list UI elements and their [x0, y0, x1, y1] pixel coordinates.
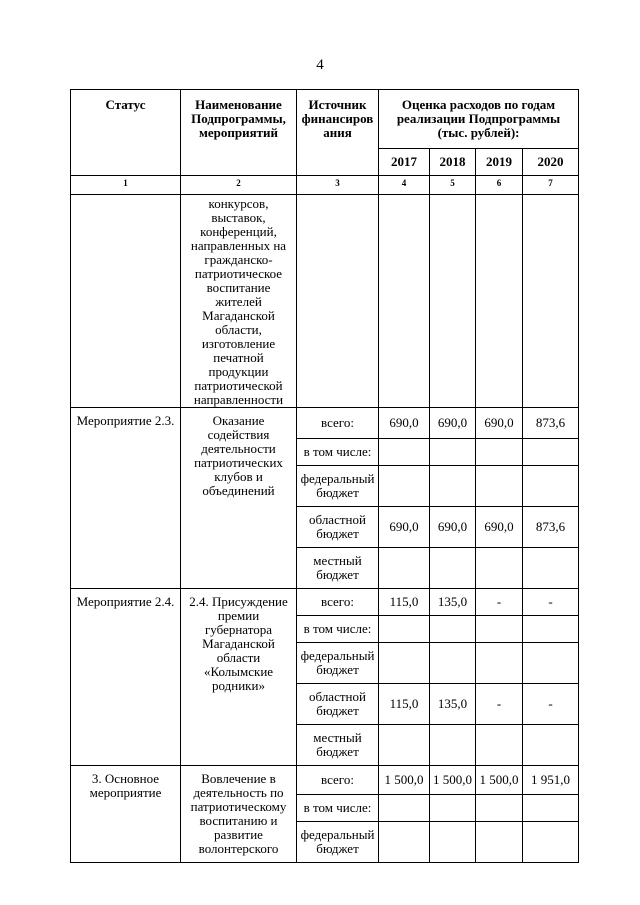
value-cell: 1 951,0 [523, 766, 579, 795]
table-row [71, 589, 579, 616]
value-cell [523, 548, 579, 589]
source-cell: всего: [297, 589, 379, 616]
value-cell [379, 466, 430, 507]
name-cell: конкурсов, выставок, конференций, направленных на гражданско-патриотическое воспитание жителей Магаданской области, изготовление печатной продукции патриотической направленности [181, 195, 297, 408]
header-row [71, 90, 579, 149]
value-cell [523, 795, 579, 822]
value-cell [379, 195, 430, 408]
value-cell [379, 548, 430, 589]
column-number: 5 [430, 176, 476, 195]
value-cell [476, 466, 523, 507]
source-cell: федеральный бюджет [297, 822, 379, 863]
value-cell [476, 548, 523, 589]
page-number: 4 [316, 57, 324, 73]
value-cell [476, 725, 523, 766]
header-year: 2020 [523, 149, 579, 176]
value-cell [523, 822, 579, 863]
value-cell [523, 643, 579, 684]
value-cell [379, 822, 430, 863]
budget-table [70, 89, 579, 863]
column-number: 7 [523, 176, 579, 195]
header-estimate: Оценка расходов по годам реализации Подпрограммы (тыс. рублей): [379, 90, 579, 149]
value-cell [430, 548, 476, 589]
value-cell: 690,0 [379, 408, 430, 439]
source-cell: всего: [297, 766, 379, 795]
source-cell: федеральный бюджет [297, 466, 379, 507]
value-cell [523, 725, 579, 766]
value-cell [476, 439, 523, 466]
source-cell: в том числе: [297, 439, 379, 466]
value-cell: 873,6 [523, 408, 579, 439]
value-cell [523, 195, 579, 408]
value-cell: 690,0 [476, 408, 523, 439]
source-cell: в том числе: [297, 795, 379, 822]
value-cell: 115,0 [379, 589, 430, 616]
table-row [71, 408, 579, 439]
value-cell: 690,0 [430, 408, 476, 439]
value-cell: 115,0 [379, 684, 430, 725]
value-cell [476, 643, 523, 684]
name-cell: 2.4. Присуждение премии губернатора Магаданской области «Колымские родники» [181, 589, 297, 766]
header-year: 2018 [430, 149, 476, 176]
value-cell: 1 500,0 [430, 766, 476, 795]
header-name: Наименование Подпрограммы, мероприятий [181, 90, 297, 176]
value-cell [523, 616, 579, 643]
source-cell: областной бюджет [297, 507, 379, 548]
source-cell: местный бюджет [297, 725, 379, 766]
value-cell [430, 195, 476, 408]
value-cell: 1 500,0 [476, 766, 523, 795]
column-number: 1 [71, 176, 181, 195]
value-cell: 690,0 [379, 507, 430, 548]
column-number: 4 [379, 176, 430, 195]
value-cell: 873,6 [523, 507, 579, 548]
source-cell: всего: [297, 408, 379, 439]
column-number: 3 [297, 176, 379, 195]
continuation-row [71, 195, 579, 408]
value-cell: - [523, 589, 579, 616]
header-year: 2017 [379, 149, 430, 176]
value-cell [476, 195, 523, 408]
source-cell [297, 195, 379, 408]
value-cell [476, 616, 523, 643]
source-cell: местный бюджет [297, 548, 379, 589]
column-number: 6 [476, 176, 523, 195]
name-cell: Оказание содействия деятельности патриотических клубов и объединений [181, 408, 297, 589]
value-cell [430, 439, 476, 466]
value-cell [430, 643, 476, 684]
source-cell: в том числе: [297, 616, 379, 643]
status-cell: Мероприятие 2.4. [71, 589, 181, 766]
value-cell [430, 616, 476, 643]
value-cell [523, 466, 579, 507]
value-cell [430, 822, 476, 863]
name-cell: Вовлечение в деятельность по патриотическому воспитанию и развитие волонтерского [181, 766, 297, 863]
source-cell: федеральный бюджет [297, 643, 379, 684]
value-cell: - [523, 684, 579, 725]
value-cell [476, 795, 523, 822]
value-cell [379, 439, 430, 466]
status-cell: Мероприятие 2.3. [71, 408, 181, 589]
value-cell [430, 795, 476, 822]
value-cell [379, 643, 430, 684]
value-cell: - [476, 589, 523, 616]
value-cell [379, 725, 430, 766]
table-row [71, 766, 579, 795]
value-cell: - [476, 684, 523, 725]
value-cell [430, 725, 476, 766]
column-number-row [71, 176, 579, 195]
header-year: 2019 [476, 149, 523, 176]
header-source: Источник финансиров ания [297, 90, 379, 176]
value-cell: 135,0 [430, 684, 476, 725]
value-cell: 1 500,0 [379, 766, 430, 795]
value-cell: 690,0 [430, 507, 476, 548]
source-cell: областной бюджет [297, 684, 379, 725]
value-cell [523, 439, 579, 466]
value-cell [379, 616, 430, 643]
column-number: 2 [181, 176, 297, 195]
value-cell: 690,0 [476, 507, 523, 548]
status-cell: 3. Основное мероприятие [71, 766, 181, 863]
value-cell [430, 466, 476, 507]
value-cell [476, 822, 523, 863]
status-cell [71, 195, 181, 408]
header-status: Статус [71, 90, 181, 176]
value-cell: 135,0 [430, 589, 476, 616]
value-cell [379, 795, 430, 822]
